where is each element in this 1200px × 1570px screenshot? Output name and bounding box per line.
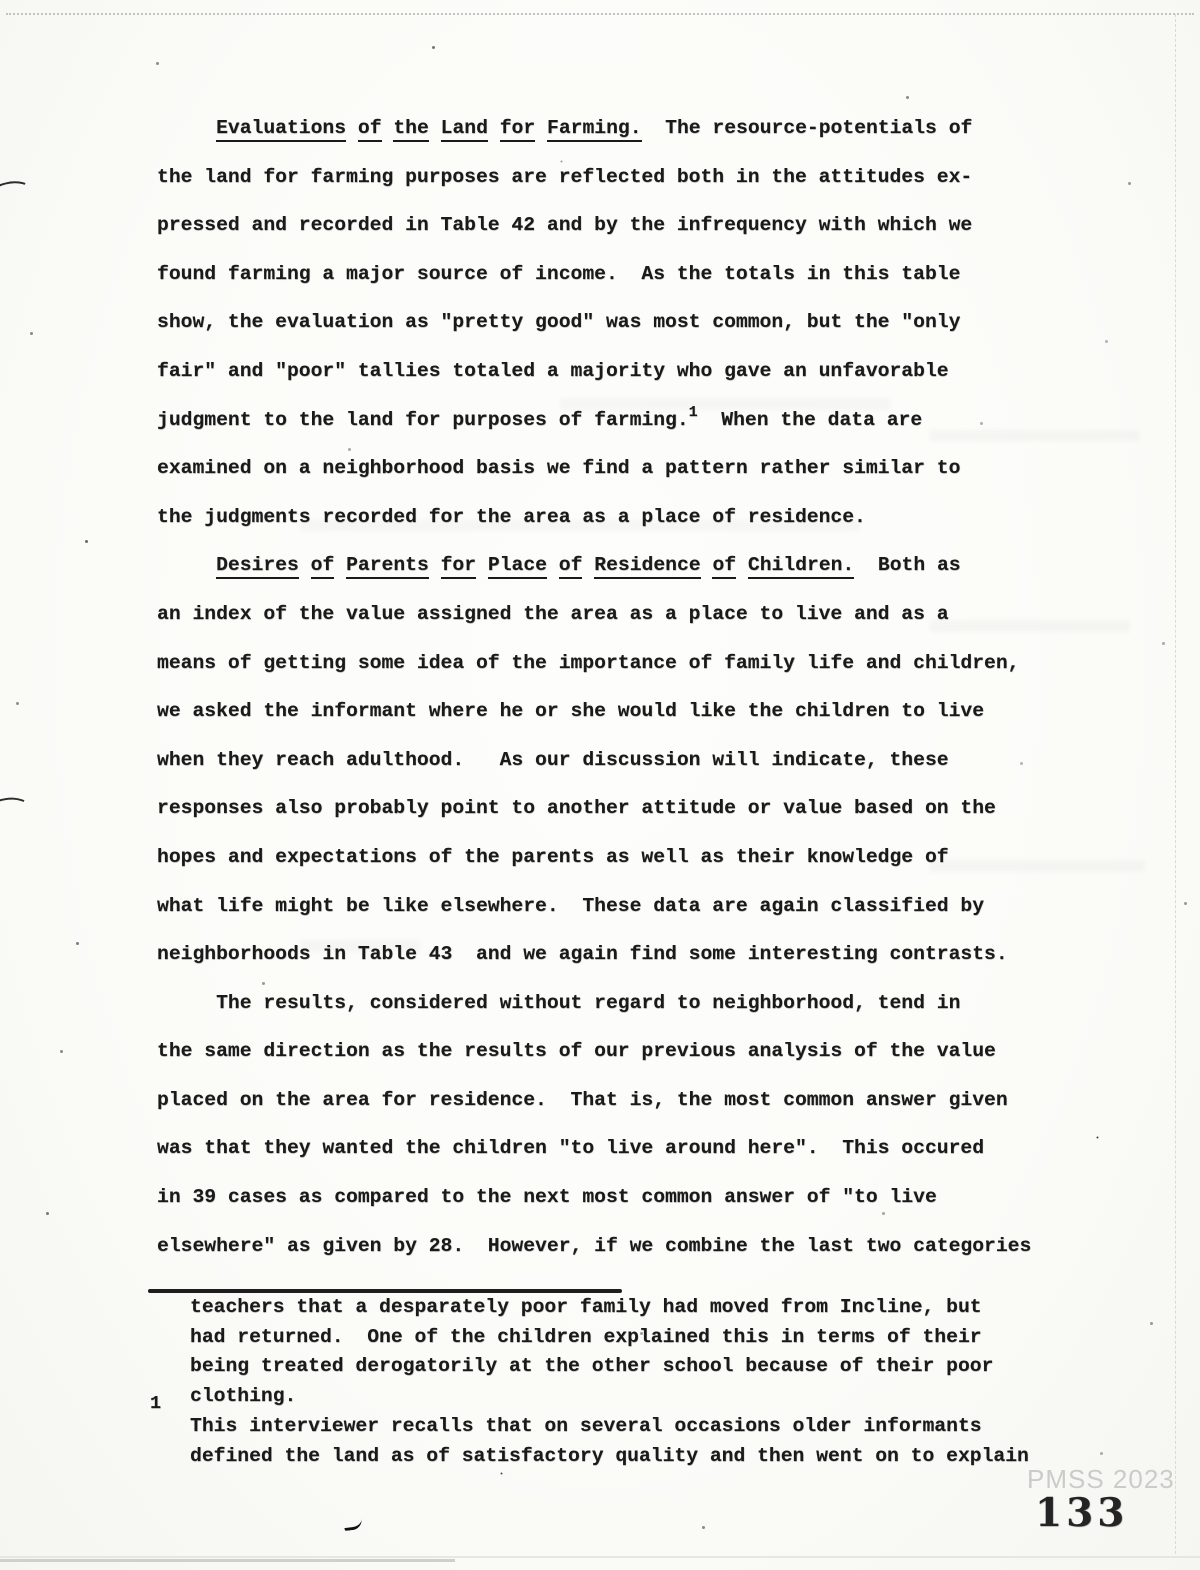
footnote-line: clothing. bbox=[190, 1384, 297, 1407]
text-line bbox=[157, 396, 1031, 445]
footnote-line: defined the land as of satisfactory quality and then went on to explain bbox=[190, 1444, 1029, 1467]
footnote-line: This interviewer recalls that on several occasions older informants bbox=[190, 1415, 982, 1437]
text-line bbox=[157, 298, 1031, 347]
scan-bottom-edge-shadow bbox=[0, 1559, 455, 1562]
text-line bbox=[157, 250, 1031, 299]
text-line bbox=[157, 444, 1031, 493]
underlined-word: of bbox=[358, 117, 382, 142]
ink-smudge-mark bbox=[343, 1517, 362, 1531]
footnote-marker: 1 bbox=[150, 1393, 162, 1414]
text-line bbox=[157, 590, 1031, 639]
text-segment bbox=[157, 554, 216, 576]
text-segment: judgment to the land for purposes of farming. bbox=[157, 408, 689, 431]
underlined-word: of bbox=[311, 554, 335, 579]
text-segment: an index of the value assigned the area as a place to live and as a bbox=[157, 602, 949, 625]
text-segment: means of getting some idea of the importance of family life and children, bbox=[157, 651, 1020, 674]
text-segment: we asked the informant where he or she would like the children to live bbox=[157, 700, 985, 723]
footnote-line: being treated derogatorily at the other school because of their poor bbox=[190, 1355, 994, 1378]
text-line bbox=[157, 882, 1031, 931]
text-segment: The results, considered without regard to neighborhood, tend in bbox=[157, 991, 961, 1014]
underlined-word: Evaluations bbox=[216, 117, 346, 142]
text-segment: placed on the area for residence. That is, the most common answer given bbox=[157, 1088, 1008, 1111]
scan-right-edge-line bbox=[1175, 14, 1176, 1554]
text-line bbox=[157, 979, 1031, 1028]
text-segment: Both as bbox=[854, 554, 961, 577]
text-line bbox=[157, 493, 1031, 542]
text-line bbox=[157, 1173, 1031, 1222]
underlined-word: Farming. bbox=[547, 117, 642, 142]
underlined-word: the bbox=[393, 117, 428, 142]
text-segment: pressed and recorded in Table 42 and by the infrequency with which we bbox=[157, 214, 973, 237]
text-line bbox=[157, 1076, 1031, 1125]
text-line bbox=[157, 1222, 1031, 1271]
text-segment: examined on a neighborhood basis we find a pattern rather similar to bbox=[157, 457, 961, 480]
underlined-word: Desires bbox=[216, 554, 299, 579]
text-segment: responses also probably point to another attitude or value based on the bbox=[157, 797, 996, 820]
text-line bbox=[157, 541, 1031, 590]
scan-speckles bbox=[0, 0, 3, 3]
footnote-reference: 1 bbox=[688, 403, 698, 421]
text-line bbox=[157, 639, 1031, 688]
text-line bbox=[157, 347, 1031, 396]
underlined-word: for bbox=[500, 117, 535, 142]
margin-pen-mark bbox=[0, 176, 37, 217]
footnote-continuation bbox=[190, 1293, 993, 1411]
text-segment: neighborhoods in Table 43 and we again find some interesting contrasts. bbox=[157, 943, 1008, 966]
text-segment: when they reach adulthood. As our discussion will indicate, these bbox=[157, 748, 949, 771]
text-segment: elsewhere" as given by 28. However, if we combine the last two categories bbox=[157, 1234, 1032, 1257]
text-line bbox=[157, 201, 1031, 250]
margin-pen-mark bbox=[0, 794, 34, 832]
text-segment bbox=[157, 117, 216, 139]
text-line bbox=[157, 153, 1031, 202]
page-number: 133 bbox=[1035, 1490, 1129, 1536]
text-line bbox=[157, 104, 1031, 153]
underlined-word: for bbox=[441, 554, 476, 579]
text-segment: show, the evaluation as "pretty good" was most common, but the "only bbox=[157, 311, 961, 334]
scan-bottom-edge-line bbox=[0, 1556, 1200, 1558]
watermark: PMSS 2023 bbox=[1027, 1464, 1175, 1494]
text-segment: fair" and "poor" tallies totaled a majority who gave an unfavorable bbox=[157, 359, 949, 382]
text-segment: what life might be like elsewhere. These data are again classified by bbox=[157, 894, 985, 917]
text-line bbox=[157, 736, 1031, 785]
text-segment: in 39 cases as compared to the next most common answer of "to live bbox=[157, 1186, 937, 1209]
text-segment: found farming a major source of income. As the totals in this table bbox=[157, 262, 961, 285]
text-segment: The resource-potentials of bbox=[641, 117, 973, 139]
scan-top-edge-line bbox=[6, 13, 1194, 15]
text-segment: the judgments recorded for the area as a place of residence. bbox=[157, 505, 866, 528]
text-segment: hopes and expectations of the parents as well as their knowledge of bbox=[157, 845, 949, 868]
text-segment: was that they wanted the children "to live around here". This occured bbox=[157, 1137, 985, 1160]
text-segment: When the data are bbox=[697, 408, 923, 431]
body-text bbox=[157, 104, 1031, 1270]
text-line bbox=[157, 1027, 1031, 1076]
underlined-word: Land bbox=[441, 117, 488, 142]
text-line bbox=[157, 687, 1031, 736]
text-line bbox=[157, 930, 1031, 979]
underlined-word: Children. bbox=[748, 554, 854, 579]
underlined-word: Place bbox=[488, 554, 547, 579]
text-segment: the land for farming purposes are reflected both in the attitudes ex- bbox=[157, 165, 973, 188]
footnote-line: teachers that a desparately poor family had moved from Incline, but bbox=[190, 1296, 982, 1318]
underlined-word: of bbox=[559, 554, 583, 579]
underlined-word: of bbox=[712, 554, 736, 579]
text-line bbox=[157, 833, 1031, 882]
text-segment: the same direction as the results of our previous analysis of the value bbox=[157, 1040, 996, 1063]
underlined-word: Residence bbox=[594, 554, 700, 579]
text-line bbox=[157, 784, 1031, 833]
footnote-1 bbox=[190, 1412, 1029, 1471]
text-line bbox=[157, 1124, 1031, 1173]
underlined-word: Parents bbox=[346, 554, 429, 579]
footnote-line: had returned. One of the children explained this in terms of their bbox=[190, 1325, 982, 1348]
